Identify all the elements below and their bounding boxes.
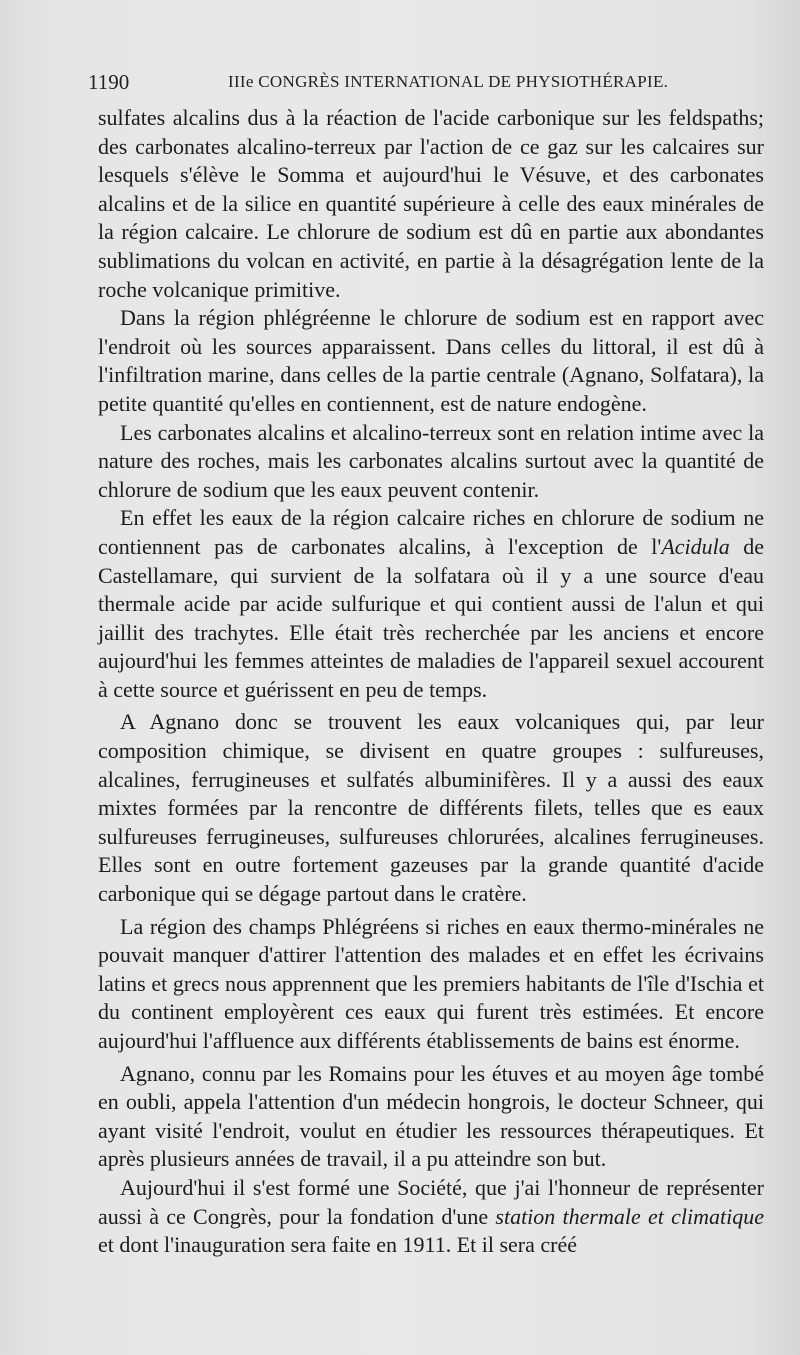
paragraph: Agnano, connu par les Romains pour les étuves et au moyen âge tombé en oubli, appela l'attention d'un médecin hongrois, le docteur Schneer, qui ayant visité l'endroit, voulut en étudier les ressources thérapeutiques. Et après plusieurs années de travail, il a pu atteindre son but. (98, 1060, 764, 1172)
paragraph: A Agnano donc se trouvent les eaux volcaniques qui, par leur composition chimique, se divisent en quatre groupes : sulfureuses, alcalines, ferrugineuses et sulfatés albuminifères. Il y a aussi des eaux mixtes formées par la rencontre de différents filets, telles que es eaux sulfureuses ferrugineuses, sulfureuses chlorurées, alcalines ferrugineuses. Elles sont en outre fortement gazeuses par la grande quantité d'acide carbonique qui se dégage partout dans le cratère. (98, 709, 764, 907)
paragraph: Les carbonates alcalins et alcalino-terreux sont en relation intime avec la nature des roches, mais les carbonates alcalins surtout avec la quantité de chlorure de sodium que les eaux peuvent contenir. (98, 419, 764, 502)
page-header (88, 70, 778, 98)
paragraph (98, 1174, 764, 1260)
body-text (98, 104, 764, 1260)
paragraph: Dans la région phlégréenne le chlorure de sodium est en rapport avec l'endroit où les sources apparaissent. Dans celles du littoral, il est dû à l'infiltration marine, dans celles de la partie centrale (Agnano, Solfatara), la petite quantité qu'elles en contiennent, est de nature endogène. (98, 305, 764, 416)
italic-term: Acidula (661, 533, 730, 559)
italic-term: station thermale et climatique (495, 1203, 764, 1229)
paragraph (98, 504, 764, 704)
paragraph: La région des champs Phlégréens si riches en eaux thermo-minérales ne pouvait manquer d'attirer l'attention des malades et en effet les écrivains latins et grecs nous apprennent que les premiers habitants de l'île d'Ischia et du continent employèrent ces eaux qui furent très estimées. Et encore aujourd'hui l'affluence aux différents établissements de bains est énorme. (98, 913, 764, 1053)
paragraph-text: de Castellamare, qui survient de la solfatara où il y a une source d'eau thermale acide par acide sulfurique et qui contient aussi de l'alun et qui jaillit des trachytes. Elle était très recherchée par les anciens et encore aujourd'hui les femmes atteintes de maladies de l'appareil sexuel accourent à cette source et guérissent en peu de temps. (98, 533, 764, 702)
running-title: IIIe CONGRÈS INTERNATIONAL DE PHYSIOTHÉRAPIE. (228, 72, 669, 91)
paragraph-text: En effet les eaux de la région calcaire riches en chlorure de sodium ne contiennent pas de carbonates alcalins, à l'exception de l' (98, 505, 764, 559)
paragraph: sulfates alcalins dus à la réaction de l'acide carbonique sur les feldspaths; des carbonates alcalino-terreux par l'action de ce gaz sur les calcaires sur lesquels s'élève le Somma et aujourd'hui le Vésuve, et des carbonates alcalins et de la silice en quantité supérieure à celle des eaux minérales de la région calcaire. Le chlorure de sodium est dû en partie aux abondantes sublimations du volcan en activité, en partie à la désagrégation lente de la roche volcanique primitive. (98, 105, 764, 302)
paragraph-text: et dont l'inauguration sera faite en 1911. Et il sera créé (98, 1232, 578, 1258)
paragraph-text: Aujourd'hui il s'est formé une Société, que j'ai l'honneur de représenter aussi à ce Congrès, pour la fondation d'une (98, 1174, 764, 1229)
page-number: 1190 (88, 70, 130, 94)
